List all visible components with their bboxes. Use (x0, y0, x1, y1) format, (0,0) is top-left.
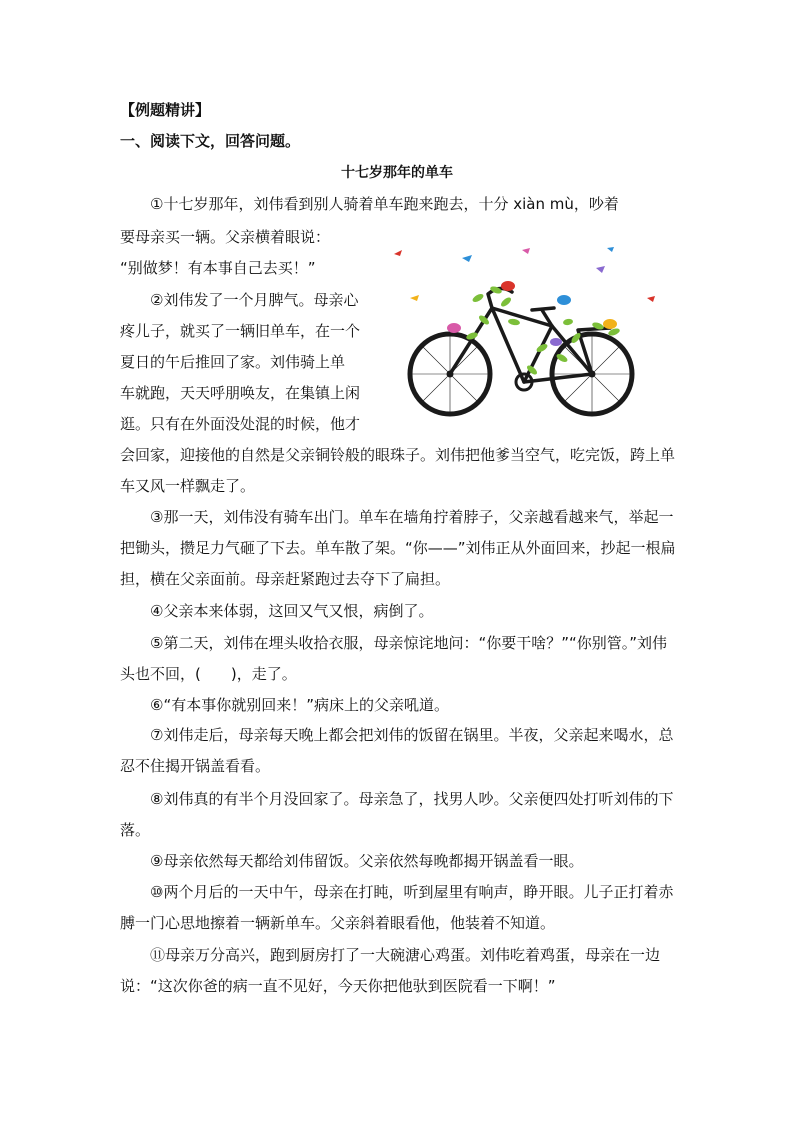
article-title: 十七岁那年的单车 (341, 165, 453, 181)
paragraph-1-line-2: 要母亲买一辆。父亲横着眼说： (120, 228, 331, 246)
paragraph-4: ④父亲本来体弱，这回又气又恨，病倒了。 (150, 602, 434, 620)
paragraph-10: ⑩两个月后的一天中午，母亲在打盹，听到屋里有响声，睁开眼。儿子正打着赤膊一门心思地擦着一辆新单车。父亲斜着眼看他，他装着不知道。 (120, 883, 674, 933)
paragraph-2-line-1: ②刘伟发了一个月脾气。母亲心 (150, 291, 359, 309)
paragraph-11: ⑪母亲万分高兴，跑到厨房打了一大碗溏心鸡蛋。刘伟吃着鸡蛋，母亲在一边说：“这次你爸的病一直不见好，今天你把他驮到医院看一下啊！” (120, 946, 661, 996)
paragraph-2-line-3: 夏日的午后推回了家。刘伟骑上单 (120, 353, 346, 371)
paragraph-2-rest: 会回家，迎接他的自然是父亲铜铃般的眼珠子。刘伟把他爹当空气，吃完饭，跨上单车又风一样飘走了。 (120, 446, 676, 496)
bicycle-with-birds-illustration (392, 240, 676, 426)
flying-birds-icon (394, 247, 655, 302)
paragraph-9: ⑨母亲依然每天都给刘伟留饭。父亲依然每晚都揭开锅盖看一眼。 (150, 852, 584, 870)
paragraph-1-line-1: ①十七岁那年，刘伟看到别人骑着单车跑来跑去，十分 xiàn mù，吵着 (150, 195, 619, 213)
paragraph-7: ⑦刘伟走后，母亲每天晚上都会把刘伟的饭留在锅里。半夜，父亲起来喝水，总忍不住揭开锅盖看看。 (120, 726, 674, 776)
question-heading: 一、阅读下文，回答问题。 (120, 132, 301, 150)
paragraph-5: ⑤第二天，刘伟在埋头收拾衣服，母亲惊诧地问：“你要干啥？”“你别管。”刘伟头也不回，( )，走了。 (120, 634, 668, 684)
paragraph-3: ③那一天，刘伟没有骑车出门。单车在墙角拧着脖子，父亲越看越来气，举起一把锄头，攒足力气砸了下去。单车散了架。“你——”刘伟正从外面回来，抄起一根扁担，横在父亲面前。母亲赶紧跑过去夺下了扁担。 (120, 508, 676, 589)
paragraph-2-line-2: 疼儿子，就买了一辆旧单车，在一个 (120, 322, 361, 340)
bicycle-icon (392, 240, 676, 426)
section-heading: 【例题精讲】 (120, 101, 211, 119)
paragraph-8: ⑧刘伟真的有半个月没回家了。母亲急了，找男人吵。父亲便四处打听刘伟的下落。 (120, 790, 674, 840)
paragraph-2-line-4: 车就跑，天天呼朋唤友，在集镇上闲 (120, 384, 361, 402)
paragraph-2-line-5: 逛。只有在外面没处混的时候，他才 (120, 415, 361, 433)
paragraph-1-line-3: “别做梦！有本事自己去买！” (120, 259, 316, 277)
paragraph-6: ⑥“有本事你就别回来！”病床上的父亲吼道。 (150, 696, 449, 714)
